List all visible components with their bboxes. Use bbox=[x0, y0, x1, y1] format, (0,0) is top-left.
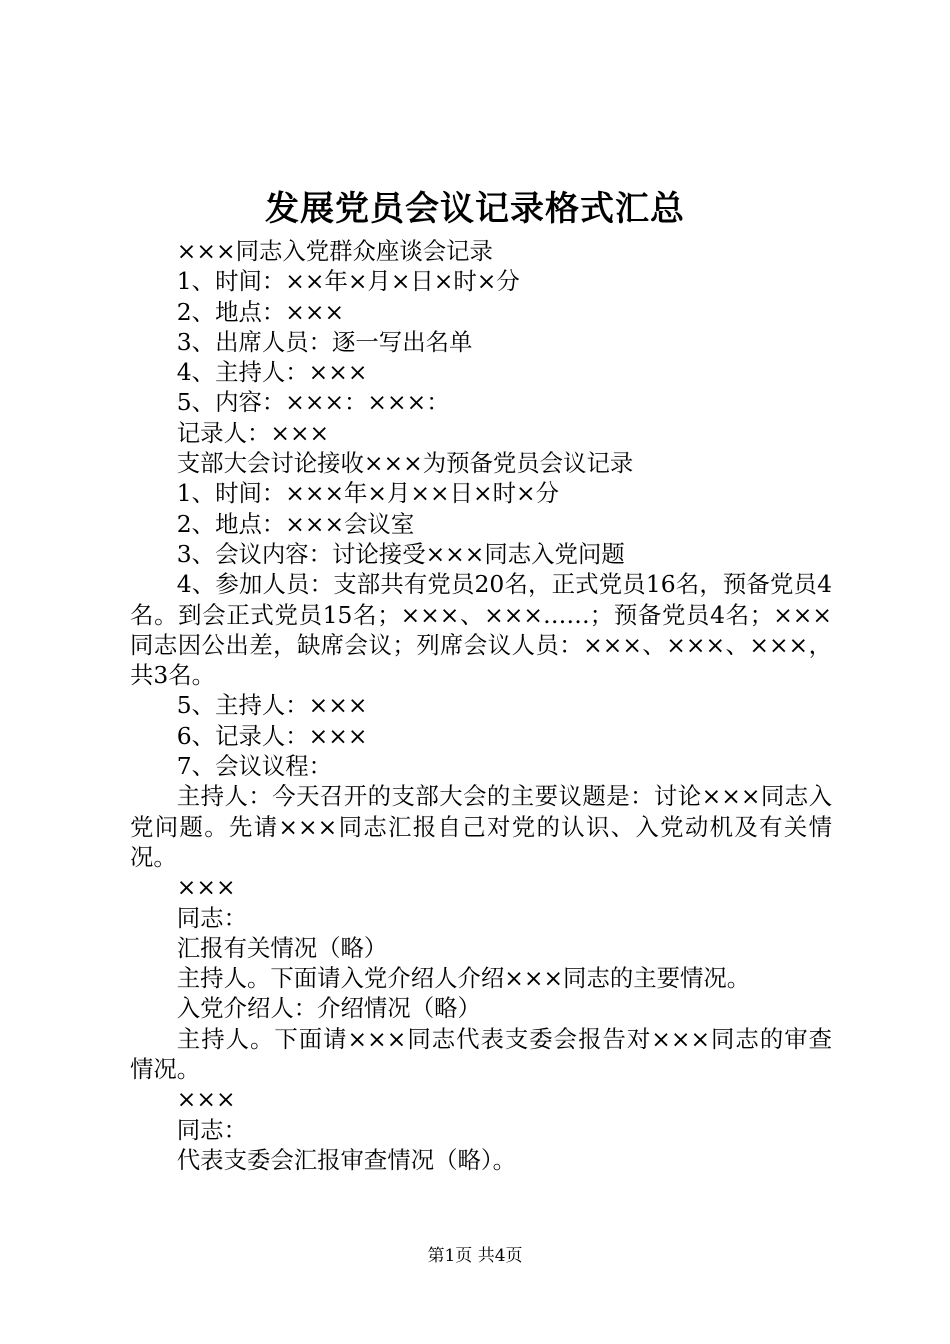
document-body bbox=[130, 236, 832, 1175]
paragraph: 6、记录人：××× bbox=[176, 721, 368, 750]
paragraph: ××× bbox=[176, 873, 236, 902]
paragraph: 1、时间：×××年×月××日×时×分 bbox=[176, 479, 559, 508]
paragraph: 同志： bbox=[176, 1115, 247, 1144]
paragraph: 4、参加人员：支部共有党员20名，正式党员16名，预备党员4名。到会正式党员15名；×××、×××……；预备党员4名；×××同志因公出差，缺席会议；列席会议人员：×××、×××、×××，共3名。 bbox=[130, 570, 832, 690]
paragraph: 主持人：今天召开的支部大会的主要议题是：讨论×××同志入党问题。先请×××同志汇报自己对党的认识、入党动机及有关情况。 bbox=[130, 782, 832, 871]
paragraph: 2、地点：×××会议室 bbox=[176, 509, 415, 538]
paragraph: 主持人。下面请入党介绍人介绍×××同志的主要情况。 bbox=[176, 964, 751, 993]
paragraph: 记录人：××× bbox=[176, 418, 330, 447]
paragraph: 5、内容：×××：×××： bbox=[176, 388, 450, 417]
paragraph: 4、主持人：××× bbox=[176, 358, 368, 387]
paragraph: 主持人。下面请×××同志代表支委会报告对×××同志的审查情况。 bbox=[130, 1024, 832, 1084]
paragraph: 入党介绍人：介绍情况（略） bbox=[176, 994, 481, 1023]
document-title: 发展党员会议记录格式汇总 bbox=[265, 189, 685, 229]
paragraph: 3、会议内容：讨论接受×××同志入党问题 bbox=[176, 539, 625, 568]
paragraph: 7、会议议程： bbox=[176, 752, 333, 781]
page-footer: 第1页 共4页 bbox=[427, 1246, 523, 1266]
paragraph: ×××同志入党群众座谈会记录 bbox=[176, 237, 493, 265]
paragraph: 同志： bbox=[176, 903, 247, 932]
paragraph: 2、地点：××× bbox=[176, 297, 345, 326]
paragraph: 代表支委会汇报审查情况（略）。 bbox=[176, 1145, 516, 1174]
paragraph: ××× bbox=[176, 1085, 236, 1114]
paragraph: 3、出席人员：逐一写出名单 bbox=[176, 327, 473, 356]
paragraph: 汇报有关情况（略） bbox=[176, 933, 388, 962]
paragraph: 1、时间：××年×月×日×时×分 bbox=[176, 267, 520, 296]
paragraph: 支部大会讨论接收×××为预备党员会议记录 bbox=[176, 449, 634, 478]
paragraph: 5、主持人：××× bbox=[176, 691, 368, 720]
